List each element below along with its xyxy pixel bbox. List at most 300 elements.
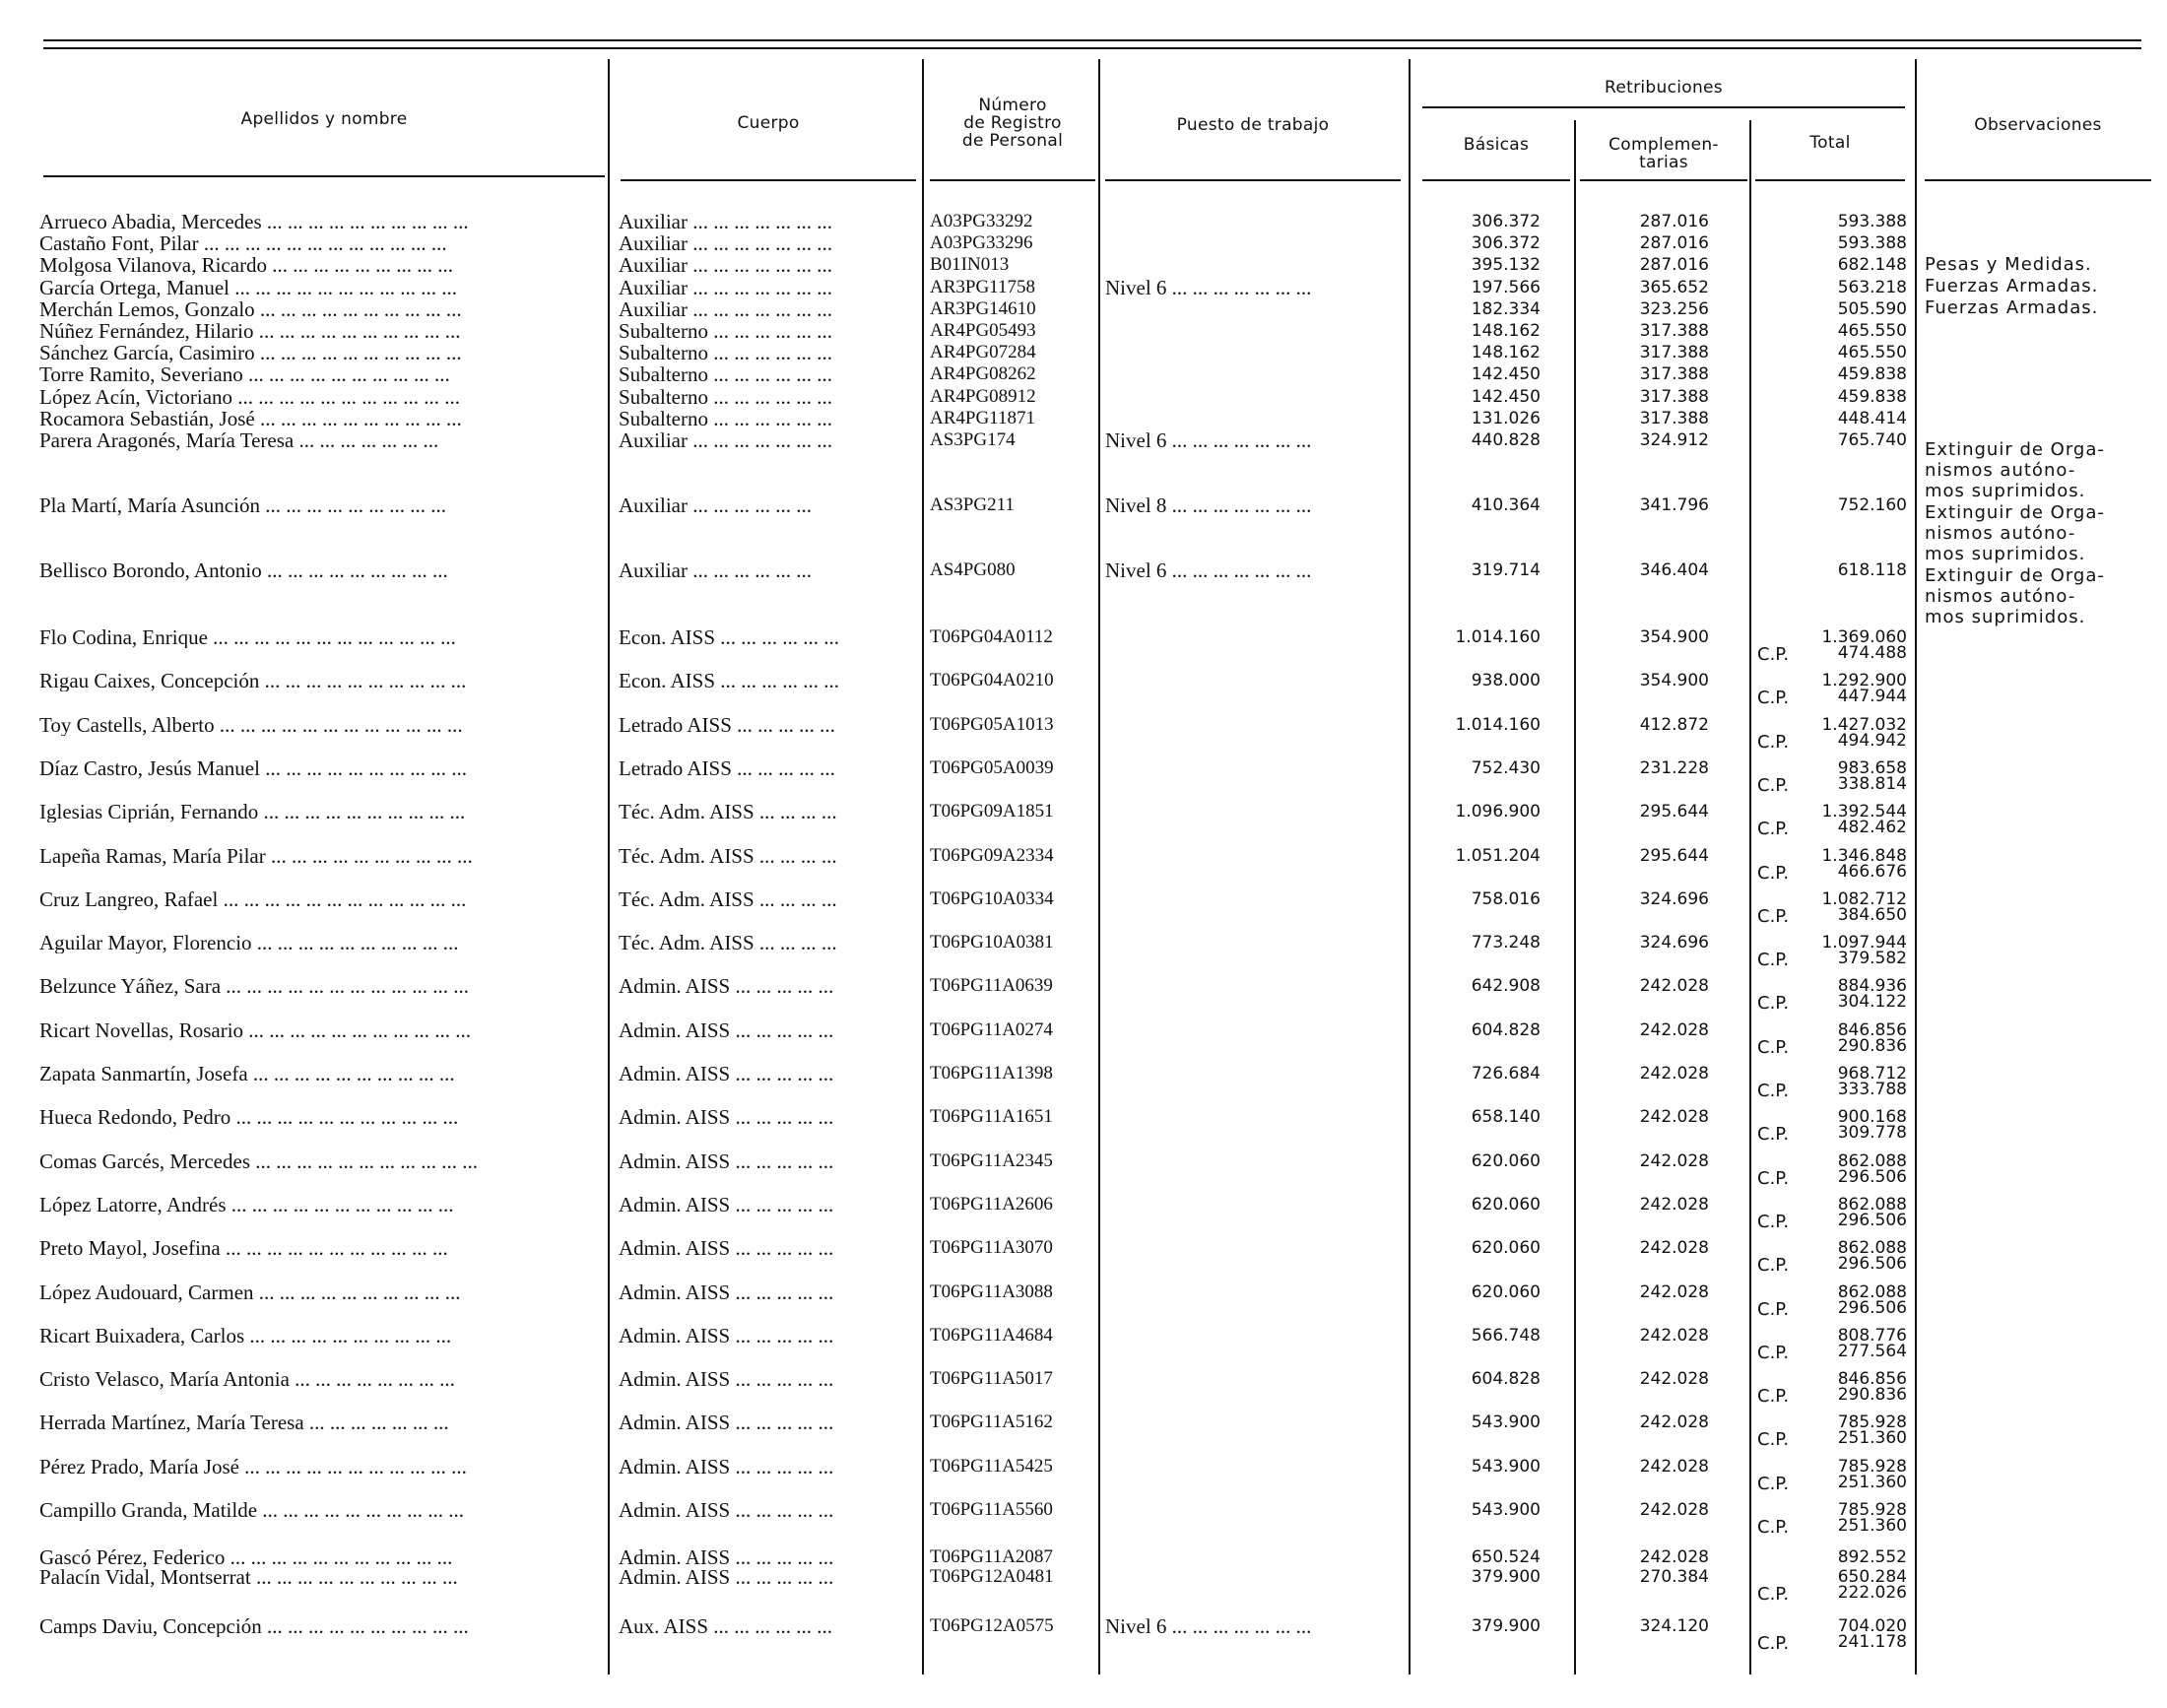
- cell-registro: T06PG10A0334: [930, 887, 1054, 909]
- cell-basicas: 182.334: [1471, 298, 1541, 319]
- cell-basicas: 148.162: [1471, 321, 1541, 341]
- cell-apellidos: Aguilar Mayor, Florencio ... ... ... ... ... ... ... ... ... ...: [39, 932, 459, 954]
- cp-label: C.P.: [1757, 644, 1790, 665]
- cell-complementarias: 324.912: [1639, 430, 1709, 450]
- table-row: [0, 277, 2167, 298]
- cell-basicas: 752.430: [1471, 757, 1541, 778]
- cell-apellidos: García Ortega, Manuel ... ... ... ... ... ... ... ... ... ... ...: [39, 276, 457, 298]
- cell-registro: T06PG04A0210: [930, 670, 1054, 691]
- cell-total: 1.346.848: [1821, 845, 1907, 866]
- cell-registro: AR4PG05493: [930, 320, 1036, 341]
- cell-apellidos: Hueca Redondo, Pedro ... ... ... ... ... ... ... ... ... ... ...: [39, 1106, 459, 1129]
- cell-complementarias: 242.028: [1639, 1019, 1709, 1040]
- cell-cuerpo: Subalterno ... ... ... ... ... ...: [619, 407, 832, 429]
- cell-total: 465.550: [1837, 321, 1907, 341]
- cell-cuerpo: Admin. AISS ... ... ... ... ...: [619, 1063, 834, 1084]
- cell-registro: T06PG04A0112: [930, 626, 1053, 647]
- cp-label: C.P.: [1757, 1517, 1790, 1538]
- cp-label: C.P.: [1757, 1429, 1790, 1451]
- cp-value: 290.836: [1837, 1385, 1907, 1406]
- cell-basicas: 148.162: [1471, 343, 1541, 363]
- cell-apellidos: López Latorre, Andrés ... ... ... ... ... ... ... ... ... ... ...: [39, 1193, 454, 1215]
- cell-basicas: 543.900: [1471, 1500, 1541, 1520]
- cell-total: 1.082.712: [1821, 888, 1907, 909]
- cell-basicas: 1.096.900: [1455, 802, 1541, 822]
- cell-complementarias: 242.028: [1639, 1238, 1709, 1259]
- cp-label: C.P.: [1757, 1124, 1790, 1146]
- cell-basicas: 306.372: [1471, 233, 1541, 254]
- cell-total: 459.838: [1837, 386, 1907, 407]
- cp-label: C.P.: [1757, 688, 1790, 709]
- header-registro: [930, 97, 1095, 150]
- cell-apellidos: Ricart Novellas, Rosario ... ... ... ... ... ... ... ... ... ... ...: [39, 1018, 472, 1041]
- cell-complementarias: 242.028: [1639, 1107, 1709, 1128]
- cell-basicas: 543.900: [1471, 1412, 1541, 1433]
- top-rule-2: [43, 47, 2141, 49]
- cell-basicas: 440.828: [1471, 430, 1541, 450]
- cell-basicas: 620.060: [1471, 1194, 1541, 1215]
- cell-cuerpo: Admin. AISS ... ... ... ... ...: [619, 1455, 834, 1478]
- cell-cuerpo: Téc. Adm. AISS ... ... ... ...: [619, 844, 837, 867]
- cp-label: C.P.: [1757, 1298, 1790, 1320]
- cell-complementarias: 324.696: [1639, 888, 1709, 909]
- cell-cuerpo: Admin. AISS ... ... ... ... ...: [619, 975, 834, 998]
- cell-registro: AR4PG11871: [930, 407, 1035, 428]
- cell-apellidos: Cruz Langreo, Rafael ... ... ... ... ... ... ... ... ... ... ... ...: [39, 887, 467, 910]
- cell-registro: T06PG11A2345: [930, 1150, 1053, 1171]
- observacion: Extinguir de Orga- nismos autóno- mos suprimidos.: [1925, 439, 2105, 501]
- cell-cuerpo: Admin. AISS ... ... ... ... ...: [619, 1237, 834, 1260]
- cell-registro: T06PG11A4684: [930, 1324, 1053, 1346]
- observacion: Extinguir de Orga- nismos autóno- mos suprimidos.: [1925, 565, 2105, 627]
- cell-complementarias: 287.016: [1639, 212, 1709, 231]
- cell-total: 862.088: [1837, 1194, 1907, 1215]
- header-cuerpo: Cuerpo: [737, 113, 800, 133]
- cp-value: 466.676: [1837, 861, 1907, 882]
- cell-total: 862.088: [1837, 1150, 1907, 1171]
- cell-complementarias: 354.900: [1639, 671, 1709, 691]
- cell-apellidos: Rocamora Sebastián, José ... ... ... ... ... ... ... ... ... ...: [39, 407, 462, 429]
- header-underline: [1105, 179, 1401, 181]
- cell-total: 846.856: [1837, 1369, 1907, 1390]
- cell-apellidos: Comas Garcés, Mercedes ... ... ... ... ... ... ... ... ... ... ...: [39, 1150, 478, 1172]
- cell-total: 593.388: [1837, 212, 1907, 231]
- cell-puesto: Nivel 6 ... ... ... ... ... ... ...: [1105, 429, 1312, 451]
- cell-basicas: 620.060: [1471, 1238, 1541, 1259]
- cell-complementarias: 317.388: [1639, 386, 1709, 407]
- cell-total: 752.160: [1837, 495, 1907, 515]
- cp-value: 494.942: [1837, 730, 1907, 751]
- cell-registro: AR3PG11758: [930, 276, 1035, 297]
- cell-registro: T06PG11A2606: [930, 1193, 1053, 1215]
- cell-total: 593.388: [1837, 233, 1907, 254]
- cell-basicas: 543.900: [1471, 1456, 1541, 1477]
- cell-apellidos: Torre Ramito, Severiano ... ... ... ... ... ... ... ... ... ...: [39, 363, 450, 386]
- cell-apellidos: Díaz Castro, Jesús Manuel ... ... ... ... ... ... ... ... ... ...: [39, 756, 467, 779]
- cell-apellidos: Herrada Martínez, María Teresa ... ... ... ... ... ... ...: [39, 1412, 449, 1434]
- cp-value: 277.564: [1837, 1341, 1907, 1361]
- cell-cuerpo: Subalterno ... ... ... ... ... ...: [619, 342, 832, 364]
- cell-registro: T06PG11A5560: [930, 1499, 1053, 1520]
- cp-value: 309.778: [1837, 1123, 1907, 1144]
- cell-total: 968.712: [1837, 1064, 1907, 1084]
- cell-basicas: 306.372: [1471, 212, 1541, 231]
- cell-total: 1.392.544: [1821, 802, 1907, 822]
- cell-basicas: 410.364: [1471, 495, 1541, 515]
- cell-apellidos: Rigau Caixes, Concepción ... ... ... ... ... ... ... ... ... ...: [39, 670, 467, 692]
- cell-cuerpo: Admin. AISS ... ... ... ... ...: [619, 1499, 834, 1521]
- table-row: [0, 298, 2167, 320]
- cp-value: 338.814: [1837, 773, 1907, 794]
- cell-cuerpo: Auxiliar ... ... ... ... ... ... ...: [619, 254, 832, 277]
- cell-registro: AR4PG08262: [930, 363, 1036, 385]
- cp-value: 384.650: [1837, 904, 1907, 925]
- cell-cuerpo: Econ. AISS ... ... ... ... ... ...: [619, 670, 840, 692]
- observacion: Extinguir de Orga- nismos autóno- mos suprimidos.: [1925, 502, 2105, 564]
- table-row: [0, 408, 2167, 429]
- cell-basicas: 142.450: [1471, 364, 1541, 385]
- retribuciones-underline: [1422, 106, 1905, 108]
- cell-complementarias: 242.028: [1639, 1412, 1709, 1433]
- cp-label: C.P.: [1757, 1036, 1790, 1058]
- header-underline: [1422, 179, 1570, 181]
- cell-apellidos: Iglesias Ciprián, Fernando ... ... ... ... ... ... ... ... ... ...: [39, 801, 466, 823]
- cell-total: 846.856: [1837, 1019, 1907, 1040]
- header-complementarias-line: Complemen-: [1609, 135, 1719, 155]
- cell-apellidos: Lapeña Ramas, María Pilar ... ... ... ... ... ... ... ... ... ...: [39, 844, 473, 867]
- cell-complementarias: 242.028: [1639, 1150, 1709, 1171]
- cell-cuerpo: Téc. Adm. AISS ... ... ... ...: [619, 801, 837, 823]
- cell-apellidos: Ricart Buixadera, Carlos ... ... ... ... ... ... ... ... ... ...: [39, 1324, 452, 1347]
- cell-total: 983.658: [1837, 757, 1907, 778]
- cell-complementarias: 287.016: [1639, 255, 1709, 276]
- cell-apellidos: Pla Martí, María Asunción ... ... ... ... ... ... ... ... ...: [39, 494, 446, 516]
- cell-apellidos: Camps Daviu, Concepción ... ... ... ... ... ... ... ... ... ...: [39, 1615, 469, 1637]
- cell-complementarias: 242.028: [1639, 1547, 1709, 1567]
- cell-registro: AS4PG080: [930, 559, 1016, 580]
- cell-complementarias: 242.028: [1639, 1456, 1709, 1477]
- cell-cuerpo: Téc. Adm. AISS ... ... ... ...: [619, 932, 837, 954]
- cell-complementarias: 354.900: [1639, 627, 1709, 647]
- cell-apellidos: Parera Aragonés, María Teresa ... ... ... ... ... ... ...: [39, 429, 439, 451]
- cell-basicas: 131.026: [1471, 408, 1541, 428]
- cp-label: C.P.: [1757, 1167, 1790, 1189]
- cp-label: C.P.: [1757, 819, 1790, 840]
- cell-apellidos: Zapata Sanmartín, Josefa ... ... ... ... ... ... ... ... ... ...: [39, 1063, 455, 1084]
- cell-registro: T06PG10A0381: [930, 932, 1054, 953]
- header-apellidos: Apellidos y nombre: [240, 109, 408, 129]
- cell-total: 650.284: [1837, 1567, 1907, 1587]
- cell-apellidos: López Audouard, Carmen ... ... ... ... ... ... ... ... ... ...: [39, 1281, 461, 1303]
- header-registro-line: de Registro: [963, 113, 1062, 133]
- cp-label: C.P.: [1757, 1342, 1790, 1363]
- cell-basicas: 379.900: [1471, 1616, 1541, 1636]
- cp-value: 296.506: [1837, 1166, 1907, 1187]
- table-row: [0, 342, 2167, 363]
- cell-complementarias: 242.028: [1639, 976, 1709, 997]
- table-row: [0, 320, 2167, 342]
- cell-apellidos: Castaño Font, Pilar ... ... ... ... ... ... ... ... ... ... ... ...: [39, 232, 447, 255]
- cp-label: C.P.: [1757, 950, 1790, 971]
- cell-total: 505.590: [1837, 298, 1907, 319]
- cell-complementarias: 317.388: [1639, 364, 1709, 385]
- cp-value: 304.122: [1837, 992, 1907, 1013]
- cell-registro: T06PG11A0639: [930, 975, 1053, 997]
- table-row: [0, 232, 2167, 254]
- header-retribuciones: Retribuciones: [1605, 78, 1723, 98]
- cell-cuerpo: Admin. AISS ... ... ... ... ...: [619, 1324, 834, 1347]
- cell-registro: AS3PG211: [930, 494, 1015, 515]
- cell-total: 785.928: [1837, 1456, 1907, 1477]
- cell-cuerpo: Admin. AISS ... ... ... ... ...: [619, 1368, 834, 1391]
- header-underline: [1925, 179, 2151, 181]
- cell-complementarias: 412.872: [1639, 714, 1709, 735]
- cell-total: 1.427.032: [1821, 714, 1907, 735]
- cell-registro: A03PG33296: [930, 232, 1033, 254]
- cell-total: 884.936: [1837, 976, 1907, 997]
- cell-apellidos: Preto Mayol, Josefina ... ... ... ... ... ... ... ... ... ... ...: [39, 1237, 448, 1260]
- cell-apellidos: Bellisco Borondo, Antonio ... ... ... ... ... ... ... ... ...: [39, 559, 448, 581]
- cell-total: 465.550: [1837, 343, 1907, 363]
- cell-total: 459.838: [1837, 364, 1907, 385]
- observacion: Pesas y Medidas.: [1925, 254, 2092, 275]
- cell-puesto: Nivel 6 ... ... ... ... ... ... ...: [1105, 1615, 1312, 1637]
- cell-basicas: 773.248: [1471, 933, 1541, 953]
- cell-complementarias: 323.256: [1639, 298, 1709, 319]
- cell-registro: T06PG05A0039: [930, 756, 1054, 778]
- cell-apellidos: Cristo Velasco, María Antonia ... ... ... ... ... ... ... ...: [39, 1368, 455, 1391]
- cell-registro: T06PG05A1013: [930, 713, 1054, 735]
- cell-basicas: 142.450: [1471, 386, 1541, 407]
- cell-apellidos: Belzunce Yáñez, Sara ... ... ... ... ... ... ... ... ... ... ... ...: [39, 975, 470, 998]
- cell-registro: B01IN013: [930, 254, 1010, 276]
- cell-total: 785.928: [1837, 1500, 1907, 1520]
- cell-cuerpo: Admin. AISS ... ... ... ... ...: [619, 1150, 834, 1172]
- cp-label: C.P.: [1757, 774, 1790, 796]
- cell-total: 1.097.944: [1821, 933, 1907, 953]
- cell-basicas: 726.684: [1471, 1064, 1541, 1084]
- cell-complementarias: 317.388: [1639, 408, 1709, 428]
- cell-cuerpo: Auxiliar ... ... ... ... ... ... ...: [619, 232, 832, 255]
- cell-cuerpo: Auxiliar ... ... ... ... ... ... ...: [619, 429, 832, 451]
- cp-label: C.P.: [1757, 1473, 1790, 1494]
- cell-apellidos: Flo Codina, Enrique ... ... ... ... ... ... ... ... ... ... ... ...: [39, 626, 456, 648]
- cell-cuerpo: Auxiliar ... ... ... ... ... ...: [619, 559, 812, 581]
- cp-value: 296.506: [1837, 1254, 1907, 1275]
- cell-basicas: 938.000: [1471, 671, 1541, 691]
- header-underline: [621, 179, 916, 181]
- cell-cuerpo: Letrado AISS ... ... ... ... ...: [619, 713, 835, 736]
- cell-basicas: 758.016: [1471, 888, 1541, 909]
- cell-basicas: 1.014.160: [1455, 714, 1541, 735]
- cell-total: 563.218: [1837, 277, 1907, 297]
- cell-registro: T06PG11A3070: [930, 1237, 1053, 1259]
- cell-registro: T06PG11A3088: [930, 1281, 1053, 1302]
- cell-complementarias: 242.028: [1639, 1194, 1709, 1215]
- cell-complementarias: 295.644: [1639, 845, 1709, 866]
- cell-registro: AR4PG08912: [930, 385, 1036, 407]
- cell-cuerpo: Subalterno ... ... ... ... ... ...: [619, 320, 832, 342]
- cp-value: 296.506: [1837, 1210, 1907, 1230]
- table-row: [0, 386, 2167, 408]
- cell-cuerpo: Auxiliar ... ... ... ... ... ...: [619, 494, 812, 516]
- cell-complementarias: 295.644: [1639, 802, 1709, 822]
- table-row: [0, 429, 2167, 451]
- cp-label: C.P.: [1757, 1081, 1790, 1101]
- cell-apellidos: Arrueco Abadia, Mercedes ... ... ... ... ... ... ... ... ... ...: [39, 211, 469, 232]
- cell-basicas: 1.014.160: [1455, 627, 1541, 647]
- cp-label: C.P.: [1757, 1584, 1790, 1605]
- cell-total: 682.148: [1837, 255, 1907, 276]
- cell-cuerpo: Subalterno ... ... ... ... ... ...: [619, 363, 832, 386]
- cell-registro: AR4PG07284: [930, 342, 1036, 363]
- cell-basicas: 620.060: [1471, 1281, 1541, 1302]
- cell-basicas: 604.828: [1471, 1369, 1541, 1390]
- cell-cuerpo: Admin. AISS ... ... ... ... ...: [619, 1566, 834, 1588]
- cp-value: 241.178: [1837, 1632, 1907, 1652]
- cell-complementarias: 242.028: [1639, 1064, 1709, 1084]
- cp-value: 379.582: [1837, 949, 1907, 969]
- cell-complementarias: 317.388: [1639, 343, 1709, 363]
- cell-basicas: 604.828: [1471, 1019, 1541, 1040]
- header-total: Total: [1809, 133, 1851, 153]
- cell-registro: T06PG11A5017: [930, 1368, 1053, 1390]
- cell-basicas: 319.714: [1471, 560, 1541, 580]
- cell-total: 862.088: [1837, 1281, 1907, 1302]
- cell-registro: A03PG33292: [930, 211, 1033, 231]
- cell-basicas: 650.524: [1471, 1547, 1541, 1567]
- cp-value: 290.836: [1837, 1035, 1907, 1056]
- cell-registro: T06PG09A1851: [930, 801, 1054, 822]
- cp-label: C.P.: [1757, 1255, 1790, 1277]
- cell-apellidos: Núñez Fernández, Hilario ... ... ... ... ... ... ... ... ... ...: [39, 320, 461, 342]
- cp-value: 222.026: [1837, 1583, 1907, 1603]
- header-observaciones: Observaciones: [1974, 115, 2102, 135]
- cell-complementarias: 270.384: [1639, 1567, 1709, 1587]
- cell-puesto: Nivel 6 ... ... ... ... ... ... ...: [1105, 276, 1312, 298]
- cell-registro: T06PG11A1651: [930, 1106, 1053, 1128]
- cell-total: 704.020: [1837, 1616, 1907, 1636]
- cell-total: 808.776: [1837, 1325, 1907, 1346]
- header-registro-line: de Personal: [961, 131, 1064, 151]
- cell-complementarias: 287.016: [1639, 233, 1709, 254]
- cp-value: 447.944: [1837, 687, 1907, 707]
- cell-cuerpo: Admin. AISS ... ... ... ... ...: [619, 1106, 834, 1129]
- cell-complementarias: 317.388: [1639, 321, 1709, 341]
- header-underline: [1580, 179, 1747, 181]
- cell-complementarias: 341.796: [1639, 495, 1709, 515]
- table-row: [0, 494, 2167, 516]
- cell-cuerpo: Letrado AISS ... ... ... ... ...: [619, 756, 835, 779]
- cell-basicas: 658.140: [1471, 1107, 1541, 1128]
- cell-apellidos: Gascó Pérez, Federico ... ... ... ... ... ... ... ... ... ... ...: [39, 1546, 453, 1568]
- cp-value: 333.788: [1837, 1080, 1907, 1099]
- cell-apellidos: Pérez Prado, María José ... ... ... ... ... ... ... ... ... ... ...: [39, 1455, 467, 1478]
- cell-registro: T06PG09A2334: [930, 844, 1054, 866]
- cell-registro: T06PG11A1398: [930, 1063, 1053, 1084]
- table-row: [0, 211, 2167, 232]
- cell-basicas: 620.060: [1471, 1150, 1541, 1171]
- cell-registro: T06PG11A5425: [930, 1455, 1053, 1477]
- header-complementarias-line: tarias: [1639, 153, 1688, 172]
- cell-total: 892.552: [1837, 1547, 1907, 1567]
- cell-apellidos: Sánchez García, Casimiro ... ... ... ... ... ... ... ... ... ...: [39, 342, 462, 364]
- header-registro-line: Número: [978, 96, 1047, 115]
- cell-registro: T06PG12A0481: [930, 1566, 1054, 1587]
- cell-total: 618.118: [1837, 560, 1907, 580]
- cell-total: 862.088: [1837, 1238, 1907, 1259]
- cell-apellidos: Toy Castells, Alberto ... ... ... ... ... ... ... ... ... ... ... ...: [39, 713, 463, 736]
- table-row: [0, 254, 2167, 276]
- cp-value: 251.360: [1837, 1472, 1907, 1492]
- cell-basicas: 379.900: [1471, 1567, 1541, 1587]
- cell-total: 448.414: [1837, 408, 1907, 428]
- cp-value: 482.462: [1837, 818, 1907, 838]
- cell-apellidos: Merchán Lemos, Gonzalo ... ... ... ... ... ... ... ... ... ...: [39, 297, 462, 320]
- cp-label: C.P.: [1757, 731, 1790, 753]
- cell-puesto: Nivel 8 ... ... ... ... ... ... ...: [1105, 494, 1312, 516]
- table-row: [0, 559, 2167, 581]
- cell-registro: T06PG11A0274: [930, 1018, 1053, 1040]
- cell-cuerpo: Auxiliar ... ... ... ... ... ... ...: [619, 297, 832, 320]
- cell-basicas: 1.051.204: [1455, 845, 1541, 866]
- cell-cuerpo: Auxiliar ... ... ... ... ... ... ...: [619, 276, 832, 298]
- cp-value: 251.360: [1837, 1516, 1907, 1536]
- cell-complementarias: 324.696: [1639, 933, 1709, 953]
- top-rule-1: [43, 39, 2141, 41]
- cell-cuerpo: Admin. AISS ... ... ... ... ...: [619, 1412, 834, 1434]
- cp-label: C.P.: [1757, 1211, 1790, 1232]
- cell-total: 1.292.900: [1821, 671, 1907, 691]
- cell-cuerpo: Auxiliar ... ... ... ... ... ... ...: [619, 211, 832, 232]
- cell-basicas: 395.132: [1471, 255, 1541, 276]
- observacion: Fuerzas Armadas.: [1925, 276, 2099, 296]
- cp-label: C.P.: [1757, 1633, 1790, 1654]
- cp-value: 296.506: [1837, 1297, 1907, 1318]
- cell-apellidos: Campillo Granda, Matilde ... ... ... ... ... ... ... ... ... ...: [39, 1499, 465, 1521]
- observacion: Fuerzas Armadas.: [1925, 297, 2099, 318]
- cell-total: 900.168: [1837, 1107, 1907, 1128]
- header-underline: [43, 175, 605, 177]
- cell-cuerpo: Admin. AISS ... ... ... ... ...: [619, 1546, 834, 1568]
- cell-cuerpo: Admin. AISS ... ... ... ... ...: [619, 1193, 834, 1215]
- cell-apellidos: López Acín, Victoriano ... ... ... ... ... ... ... ... ... ... ...: [39, 385, 461, 408]
- cp-label: C.P.: [1757, 1386, 1790, 1408]
- cell-registro: T06PG11A5162: [930, 1412, 1053, 1433]
- cell-registro: AS3PG174: [930, 429, 1016, 450]
- cell-registro: T06PG11A2087: [930, 1546, 1053, 1567]
- cell-complementarias: 242.028: [1639, 1325, 1709, 1346]
- table-row: [0, 1546, 2167, 1568]
- cell-total: 1.369.060: [1821, 627, 1907, 647]
- cell-apellidos: Molgosa Vilanova, Ricardo ... ... ... ... ... ... ... ... ...: [39, 254, 454, 277]
- cell-basicas: 197.566: [1471, 277, 1541, 297]
- cell-complementarias: 365.652: [1639, 277, 1709, 297]
- cell-registro: T06PG12A0575: [930, 1615, 1054, 1636]
- cp-label: C.P.: [1757, 905, 1790, 927]
- cell-registro: AR3PG14610: [930, 297, 1036, 319]
- cell-basicas: 642.908: [1471, 976, 1541, 997]
- cell-apellidos: Palacín Vidal, Montserrat ... ... ... ... ... ... ... ... ... ...: [39, 1566, 458, 1588]
- header-underline: [1755, 179, 1905, 181]
- cp-label: C.P.: [1757, 862, 1790, 884]
- cell-total: 765.740: [1837, 430, 1907, 450]
- cell-cuerpo: Aux. AISS ... ... ... ... ... ...: [619, 1615, 833, 1637]
- cell-complementarias: 242.028: [1639, 1500, 1709, 1520]
- cp-value: 474.488: [1837, 643, 1907, 663]
- cell-cuerpo: Subalterno ... ... ... ... ... ...: [619, 385, 832, 408]
- cell-basicas: 566.748: [1471, 1325, 1541, 1346]
